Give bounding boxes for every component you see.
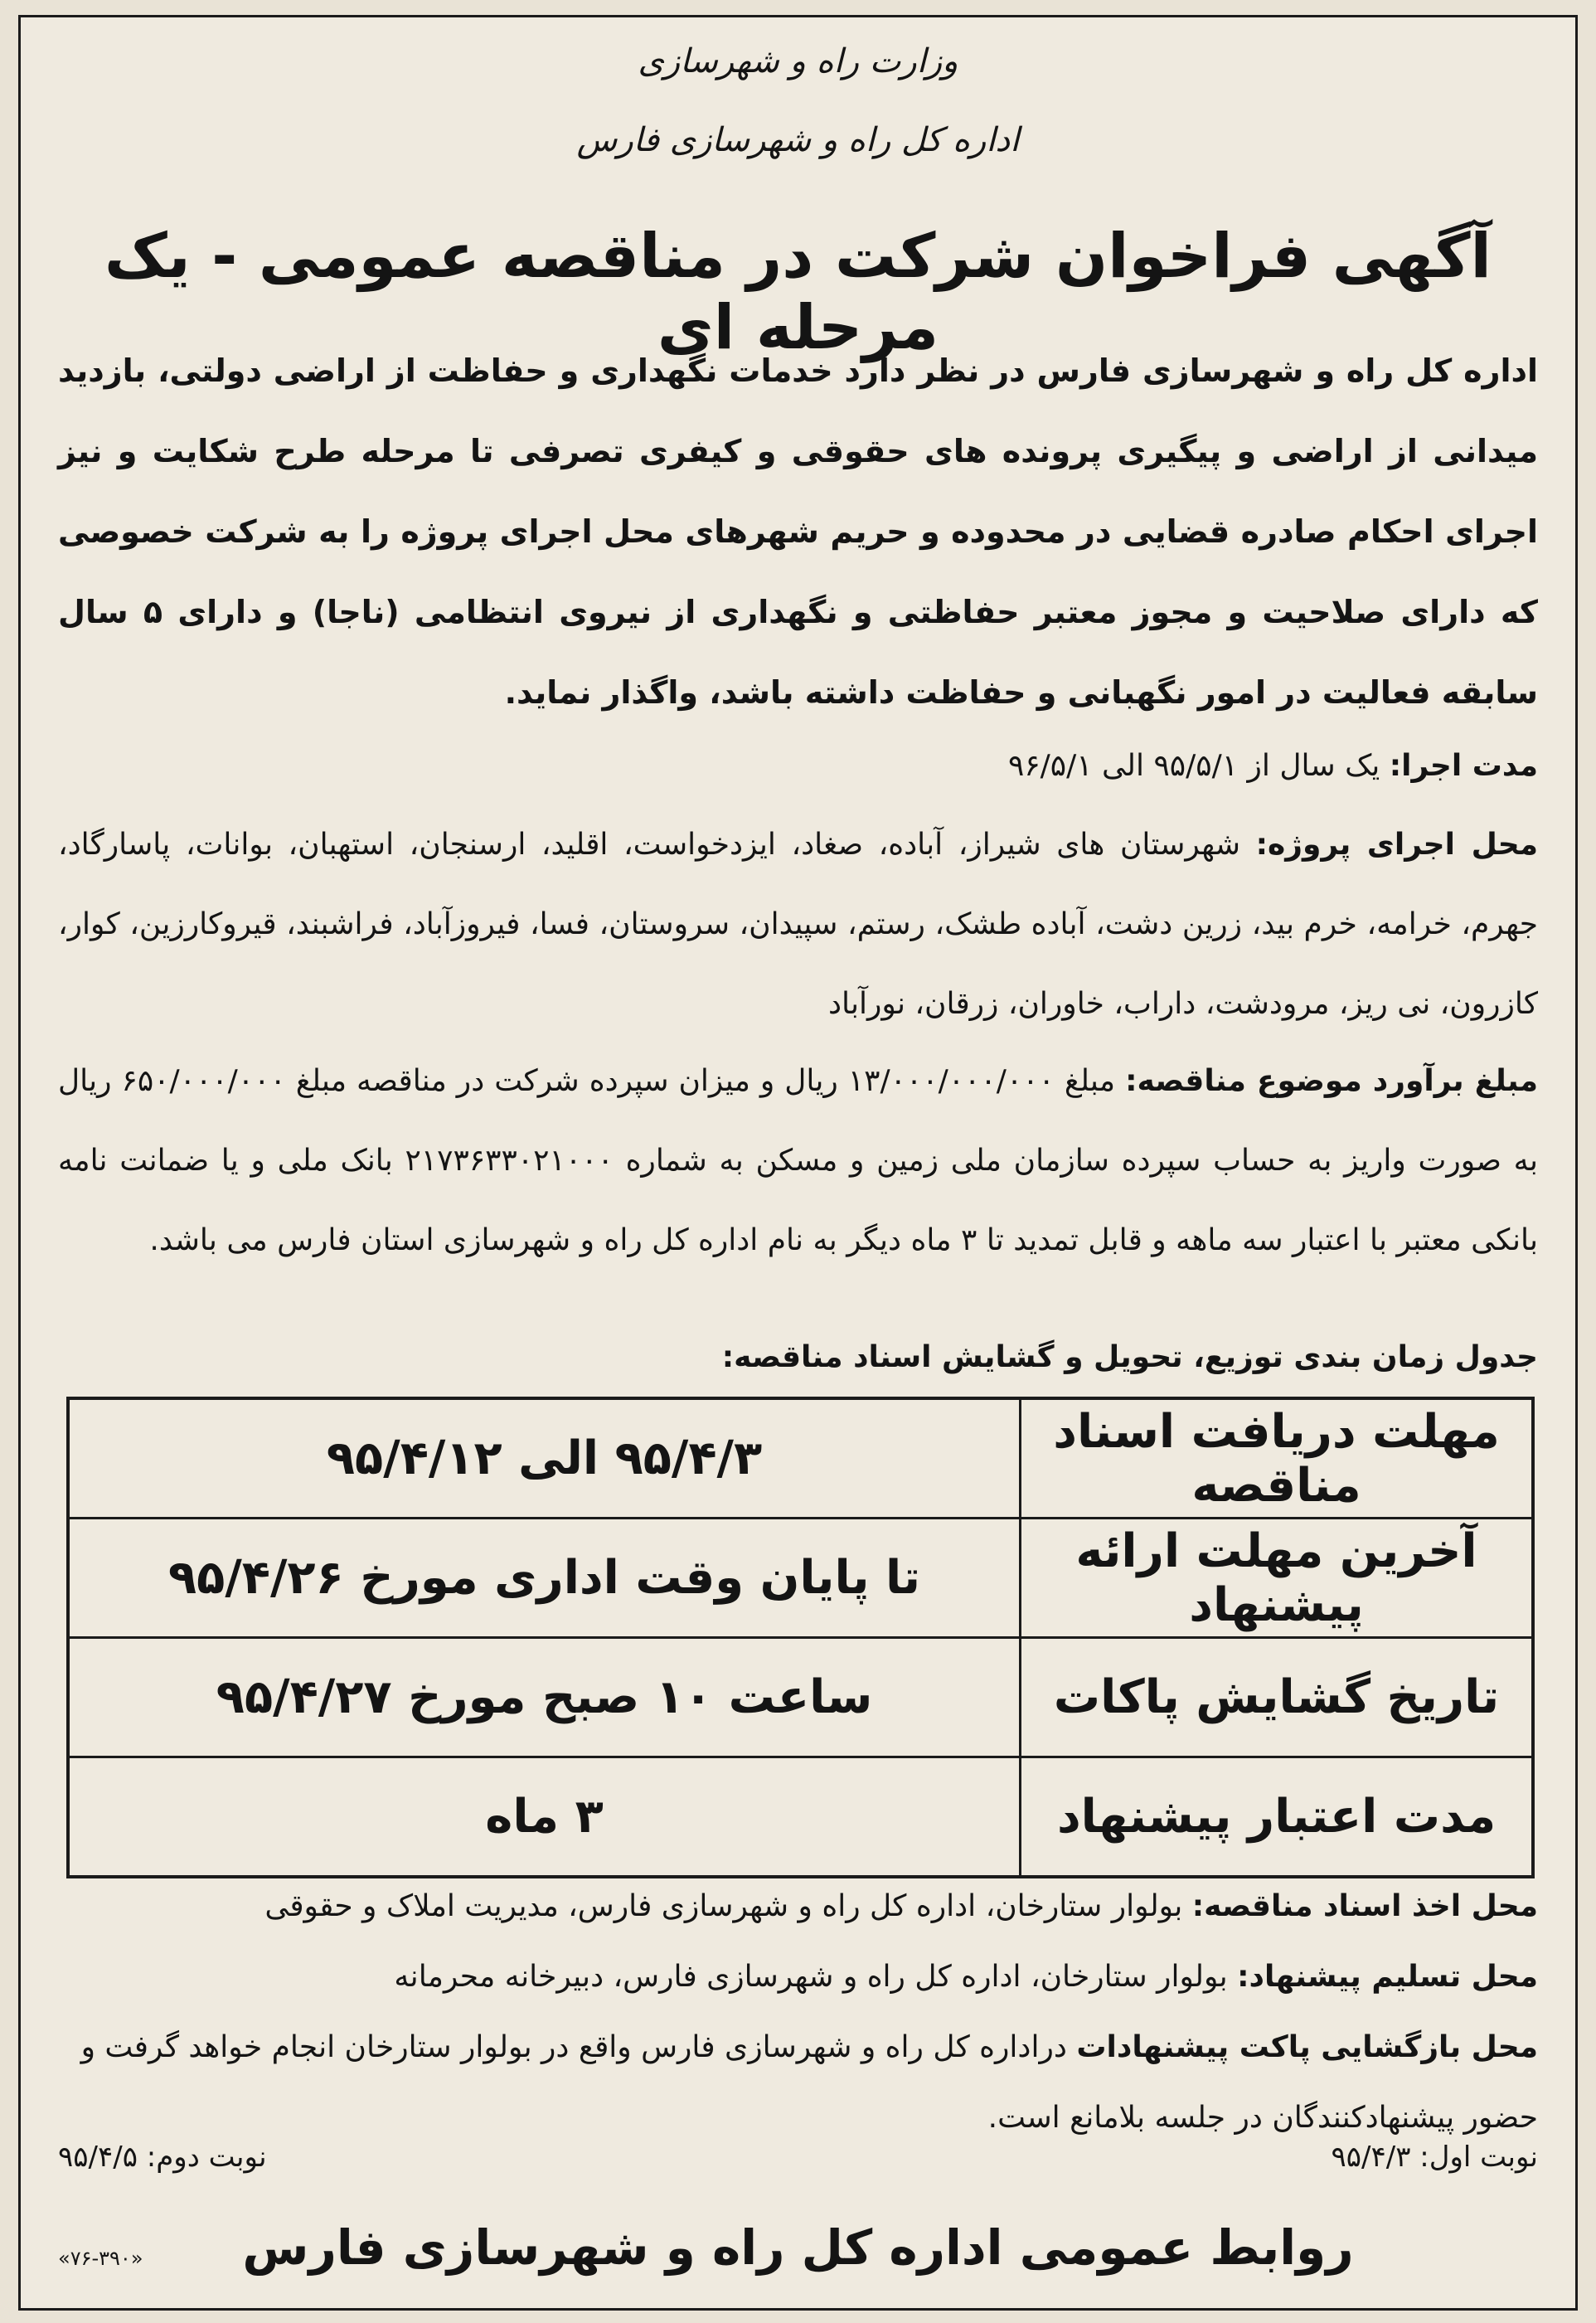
estimate-section [58,1042,1538,1281]
opening-location-label: محل بازگشایی پاکت پیشنهادات [1076,2030,1538,2064]
submit-location-value: بولوار ستارخان، اداره کل راه و شهرسازی فارس، دبیرخانه محرمانه [394,1960,1228,1994]
schedule-value: تا پایان وقت اداری مورخ ۹۵/۴/۲۶ [68,1519,1021,1638]
estimate-label: مبلغ برآورد موضوع مناقصه: [1125,1064,1538,1098]
ministry-name: وزارت راه و شهرسازی [638,42,958,80]
duration-value: یک سال از ۹۵/۵/۱ الی ۹۶/۵/۱ [1007,749,1380,783]
opening-location [58,2012,1538,2153]
docs-location-label: محل اخذ اسناد مناقصه: [1191,1889,1538,1923]
location-value: شهرستان های شیراز، آباده، صغاد، ایزدخواست، اقلید، ارسنجان، استهبان، بوانات، پاسارگاد، جهرم، خرامه، خرم بید، زرین دشت، آباده طشک، رستم، سپیدان، سروستان، فسا، فیروزآباد، فراشبند، قیروکارزین، کوار، کازرون، نی ریز، مرودشت، داراب، خاوران، زرقان، نورآباد [58,828,1538,1021]
schedule-label: مهلت دریافت اسناد مناقصه [1021,1398,1533,1519]
second-publication: نوبت دوم: ۹۵/۴/۵ [58,2141,267,2174]
schedule-value: ۳ ماه [68,1757,1021,1878]
location-label: محل اجرای پروژه: [1255,828,1538,862]
docs-location-value: بولوار ستارخان، اداره کل راه و شهرسازی فارس، مدیریت املاک و حقوقی [264,1889,1183,1923]
location-section [58,805,1538,1044]
table-row [68,1398,1533,1519]
schedule-table [66,1397,1535,1878]
footer-signature: روابط عمومی اداره کل راه و شهرسازی فارس [242,2219,1354,2276]
schedule-title: جدول زمان بندی توزیع، تحویل و گشایش اسناد مناقصه: [721,1340,1538,1374]
notice-title: آگهی فراخوان شرکت در مناقصه عمومی - یک مرحله ای [104,221,1492,363]
table-row [68,1757,1533,1878]
table-row [68,1519,1533,1638]
first-publication: نوبت اول: ۹۵/۴/۳ [1331,2141,1538,2174]
schedule-value: ۹۵/۴/۳ الی ۹۵/۴/۱۲ [68,1398,1021,1519]
schedule-label: مدت اعتبار پیشنهاد [1021,1757,1533,1878]
notice-page [18,15,1578,2311]
duration-label: مدت اجرا: [1389,749,1538,783]
duration-section [58,727,1538,806]
ad-code: «۷۶-۳۹۰» [58,2247,143,2270]
schedule-label: آخرین مهلت ارائه پیشنهاد [1021,1519,1533,1638]
docs-location [58,1871,1538,1942]
schedule-value: ساعت ۱۰ صبح مورخ ۹۵/۴/۲۷ [68,1638,1021,1757]
department-name: اداره کل راه و شهرسازی فارس [576,121,1020,159]
submit-location-label: محل تسلیم پیشنهاد: [1237,1960,1538,1994]
estimate-value: مبلغ ۱۳/۰۰۰/۰۰۰/۰۰۰ ریال و میزان سپرده شرکت در مناقصه مبلغ ۶۵۰/۰۰۰/۰۰۰ ریال به صورت واریز به حساب سپرده سازمان ملی زمین و مسکن به شماره ۲۱۷۳۶۳۳۰۲۱۰۰۰ بانک ملی و یا ضمانت نامه بانکی معتبر با اعتبار سه ماهه و قابل تمدید تا ۳ ماه دیگر به نام اداره کل راه و شهرسازی استان فارس می باشد. [58,1064,1538,1257]
schedule-label: تاریخ گشایش پاکات [1021,1638,1533,1757]
table-row [68,1638,1533,1757]
intro-paragraph: اداره کل راه و شهرسازی فارس در نظر دارد خدمات نگهداری و حفاظت از اراضی دولتی، بازدید میدانی از اراضی و پیگیری پرونده های حقوقی و کیفری تصرفی تا مرحله طرح شکایت و نیز اجرای احکام صادره قضایی در محدوده و حریم شهرهای محل اجرای پروژه را به شرکت خصوصی که دارای صلاحیت و مجوز معتبر حفاظتی و نگهداری از نیروی انتظامی (ناجا) و دارای ۵ سال سابقه فعالیت در امور نگهبانی و حفاظت داشته باشد، واگذار نماید. [58,352,1538,711]
submit-location [58,1942,1538,2012]
opening-location-value: دراداره کل راه و شهرسازی فارس واقع در بولوار ستارخان انجام خواهد گرفت و حضور پیشنهادکنندگان در جلسه بلامانع است. [80,2030,1538,2135]
